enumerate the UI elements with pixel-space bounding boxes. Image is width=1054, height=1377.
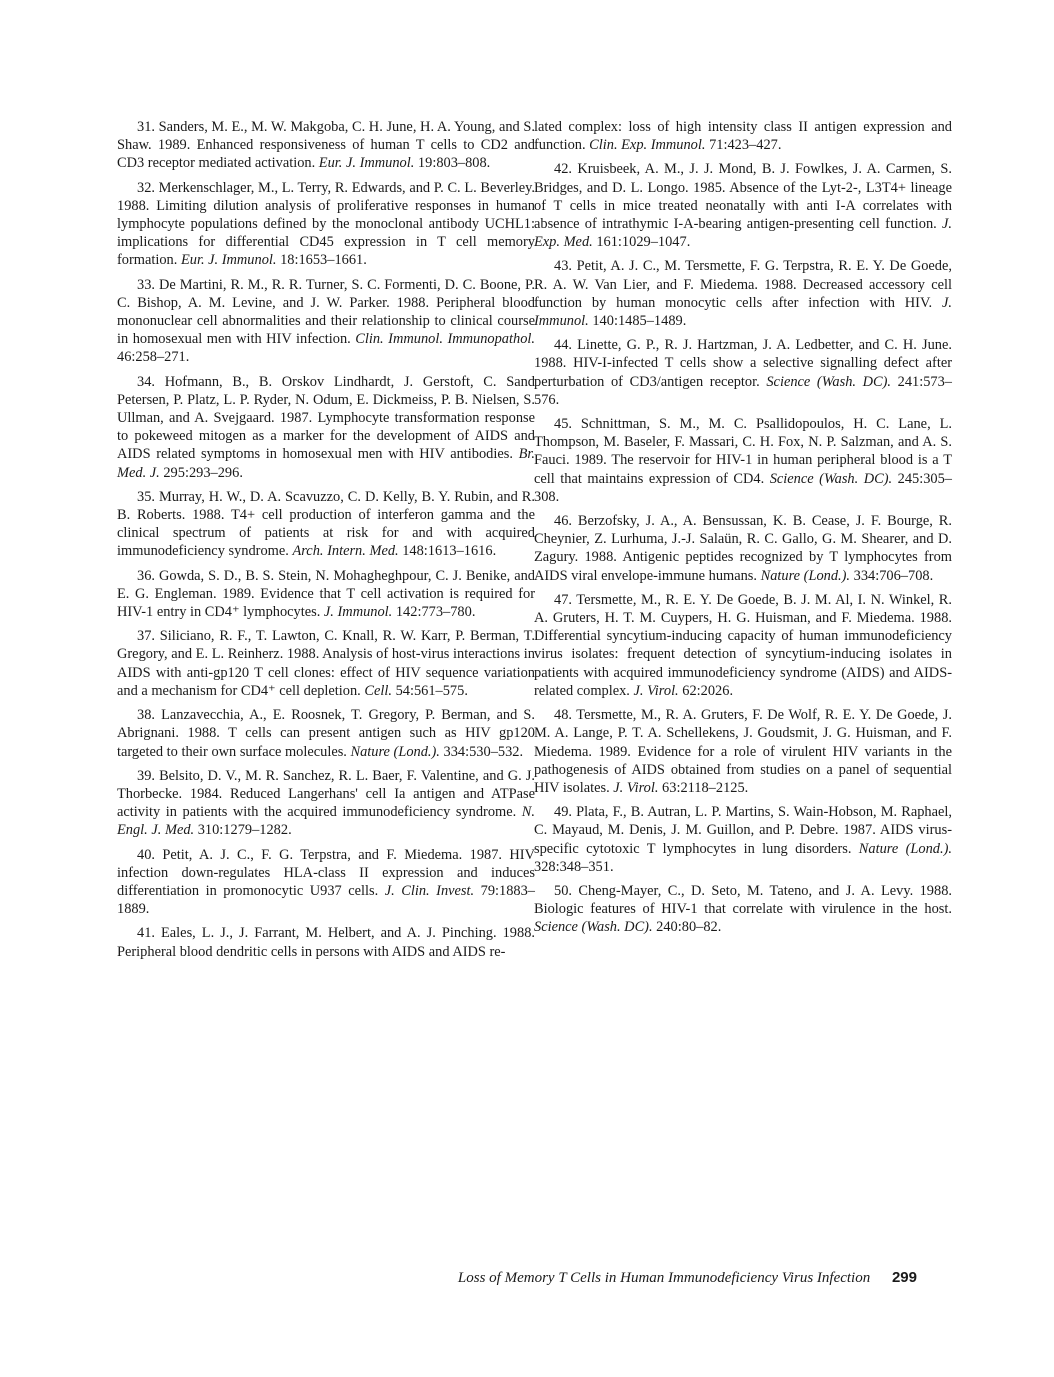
reference-entry [534, 803, 952, 876]
reference-entry [117, 373, 535, 482]
reference-volume-pages: 18:1653–1661. [276, 252, 367, 269]
reference-text: 49. Plata, F., B. Autran, L. P. Martins, S. Wain-Hobson, M. Raphael, C. Mayaud, M. Denis, J. M. Guillon, and P. Debre. 1987. AIDS virus-specific cytotoxic T lymphocytes in lung disorders. [534, 804, 952, 857]
reference-volume-pages: 240:80–82. [652, 919, 722, 936]
page-footer [117, 1268, 917, 1288]
reference-volume-pages: 295:293–296. [159, 464, 243, 481]
reference-journal: J. Exp. Med. [534, 216, 952, 251]
reference-journal: Clin. Exp. Immunol. [589, 137, 706, 154]
reference-entry [117, 179, 535, 270]
reference-text: 42. Kruisbeek, A. M., J. J. Mond, B. J. Fowlkes, J. A. Carmen, S. Bridges, and D. L. Longo. 1985. Absence of the Lyt-2-, L3T4+ lineage of T cells in mice treated neonatally with anti I-A correlates with absence of intrathymic I-A-bearing antigen-presenting cell function. [534, 161, 952, 233]
page-number: 299 [891, 1269, 917, 1286]
reference-text: 43. Petit, A. J. C., M. Tersmette, F. G. Terpstra, R. E. Y. De Goede, R. A. W. Van Lier, and F. Miedema. 1988. Decreased accessory cell function by human monocytic cells after infection with HIV. [534, 258, 952, 311]
reference-volume-pages: 46:258–271. [117, 349, 190, 366]
reference-journal: Nature (Lond.). [350, 743, 440, 760]
reference-entry [117, 767, 535, 840]
reference-text: 44. Linette, G. P., R. J. Hartzman, J. A. Ledbetter, and C. H. June. 1988. HIV-I-infected T cells show a selective signalling defect after perturbation of CD3/antigen receptor. [534, 337, 952, 390]
reference-journal: Science (Wash. DC). [769, 470, 893, 487]
reference-text: 41. Eales, L. J., J. Farrant, M. Helbert, and A. J. Pinching. 1988. Peripheral blood dendritic cells in persons with AIDS and AIDS re- [117, 925, 535, 960]
reference-text: 38. Lanzavecchia, A., E. Roosnek, T. Gregory, P. Berman, and S. Abrignani. 1988. T cells can present antigen such as HIV gp120 targeted to their own surface molecules. [117, 707, 535, 760]
reference-volume-pages: 71:423–427. [705, 137, 782, 154]
reference-entry [117, 846, 535, 919]
reference-journal: Nature (Lond.). [858, 840, 952, 857]
reference-volume-pages: 310:1279–1282. [194, 822, 292, 839]
reference-text: 36. Gowda, S. D., B. S. Stein, N. Mohagheghpour, C. J. Benike, and E. G. Engleman. 1989. Evidence that T cell activation is required for HIV-1 entry in CD4⁺ lymphocytes. [117, 567, 535, 621]
reference-volume-pages: 245:305–308. [534, 470, 953, 505]
reference-volume-pages: 19:803–808. [414, 155, 491, 172]
reference-text: 48. Tersmette, M., R. A. Gruters, F. De Wolf, R. E. Y. De Goede, J. M. A. Lange, P. T. A. Schellekens, J. Goudsmit, J. G. Huisman, and F. Miedema. 1989. Evidence for a role of virulent HIV variants in the pathogenesis of AIDS obtained from studies on a panel of sequential HIV isolates. [534, 707, 952, 796]
reference-entry [117, 488, 535, 561]
reference-journal: Clin. Immunol. Immunopathol. [355, 331, 535, 348]
reference-entry [117, 276, 535, 367]
reference-text: 47. Tersmette, M., R. E. Y. De Goede, B. J. M. Al, I. N. Winkel, R. A. Gruters, H. T. M. Cuypers, H. G. Huisman, and F. Miedema. 1988. Differential syncytium-inducing capacity of human immunodeficiency virus isolates: frequent detection of syncytium-inducing isolates in patients with acquired immunodeficiency syndrome (AIDS) and AIDS-related complex. [534, 591, 952, 699]
reference-text: 40. Petit, A. J. C., F. G. Terpstra, and F. Miedema. 1987. HIV infection down-regulates HLA-class II expression and induces differentiation in promonocytic U937 cells. [117, 846, 535, 899]
running-title: Loss of Memory T Cells in Human Immunodeficiency Virus Infection [457, 1270, 871, 1286]
reference-text: 37. Siliciano, R. F., T. Lawton, C. Knall, R. W. Karr, P. Berman, T. Gregory, and E. L. Reinherz. 1988. Analysis of host-virus interactions in AIDS with anti-gp120 T cell clones: effect of HIV sequence variation and a mechanism for CD4⁺ cell depletion. [117, 628, 535, 699]
reference-text: lated complex: loss of high intensity class II antigen expression and function. [534, 119, 952, 154]
reference-entry [534, 591, 952, 700]
reference-text: 31. Sanders, M. E., M. W. Makgoba, C. H. June, H. A. Young, and S. Shaw. 1989. Enhanced responsiveness of human T cells to CD2 and CD3 receptor mediated activation. [117, 119, 535, 172]
reference-volume-pages: 63:2118–2125. [658, 779, 749, 796]
reference-journal: J. Immunol. [534, 294, 952, 330]
reference-volume-pages: 161:1029–1047. [592, 234, 691, 251]
reference-entry [534, 512, 952, 585]
reference-journal: Science (Wash. DC). [534, 919, 653, 936]
reference-journal: J. Virol. [613, 779, 659, 796]
reference-column-left [117, 118, 535, 967]
reference-entry [534, 882, 952, 937]
reference-text: 35. Murray, H. W., D. A. Scavuzzo, C. D. Kelly, B. Y. Rubin, and R. B. Roberts. 1988. T4+ cell production of interferon gamma and the clinical spectrum of patients at risk for and with acquired immunodeficiency syndrome. [117, 488, 535, 560]
reference-journal: J. Virol. [633, 682, 679, 699]
reference-entry [534, 336, 952, 409]
reference-volume-pages: 148:1613–1616. [398, 543, 497, 560]
reference-journal: Cell. [364, 682, 392, 699]
reference-volume-pages: 142:773–780. [392, 604, 476, 621]
reference-entry [117, 706, 535, 761]
reference-entry [534, 415, 952, 506]
reference-volume-pages: 334:530–532. [439, 743, 524, 760]
reference-journal: Arch. Intern. Med. [292, 543, 399, 560]
reference-journal: Science (Wash. DC). [766, 373, 891, 390]
reference-entry [534, 257, 952, 330]
reference-journal: Eur. J. Immunol. [180, 252, 277, 269]
reference-text: 33. De Martini, R. M., R. R. Turner, S. C. Formenti, D. C. Boone, P. C. Bishop, A. M. Levine, and J. W. Parker. 1988. Peripheral blood mononuclear cell abnormalities and their relationship to clinical course in homosexual men with HIV infection. [117, 276, 535, 348]
reference-journal: Br. Med. J. [117, 446, 535, 481]
reference-volume-pages: 79:1883–1889. [117, 882, 535, 918]
reference-journal: N. Engl. J. Med. [117, 804, 535, 839]
reference-volume-pages: 62:2026. [678, 682, 734, 699]
reference-journal: Eur. J. Immunol. [318, 155, 415, 172]
reference-entry [117, 924, 535, 960]
reference-entry [534, 118, 952, 154]
reference-journal: Nature (Lond.). [760, 567, 851, 584]
reference-text: 46. Berzofsky, J. A., A. Bensussan, K. B. Cease, J. F. Bourge, R. Cheynier, Z. Lurhuma, J.-J. Salaün, R. C. Gallo, G. M. Shearer, and D. Zagury. 1988. Antigenic peptides recognized by T lymphocytes from AIDS viral envelope-immune humans. [534, 513, 952, 584]
reference-text: 34. Hofmann, B., B. Orskov Lindhardt, J. Gerstoft, C. Sand Petersen, P. Platz, L. P. Ryder, N. Odum, E. Dickmeiss, P. B. Nielsen, S. Ullman, and A. Svejgaard. 1987. Lymphocyte transformation response to pokeweed mitogen as a marker for the development of AIDS and AIDS related symptoms in homosexual men with HIV antibodies. [117, 373, 535, 463]
reference-entry [117, 118, 535, 173]
reference-text: 45. Schnittman, S. M., M. C. Psallidopoulos, H. C. Lane, L. Thompson, M. Baseler, F. Massari, C. H. Fox, N. P. Salzman, and A. S. Fauci. 1989. The reservoir for HIV-1 in human peripheral blood is a T cell that maintains expression of CD4. [534, 416, 952, 487]
reference-journal: J. Clin. Invest. [384, 882, 475, 899]
reference-column-right [534, 118, 952, 943]
reference-volume-pages: 334:706–708. [850, 567, 934, 584]
reference-volume-pages: 328:348–351. [534, 858, 614, 875]
reference-entry [534, 160, 952, 251]
reference-text: 39. Belsito, D. V., M. R. Sanchez, R. L. Baer, F. Valentine, and G. J. Thorbecke. 1984. Reduced Langerhans' cell Ia antigen and ATPase activity in patients with the acquired immunodeficiency syndrome. [117, 767, 535, 821]
reference-text: 32. Merkenschlager, M., L. Terry, R. Edwards, and P. C. L. Beverley. 1988. Limiting dilution analysis of proliferative responses in human lymphocyte populations defined by the monoclonal antibody UCHL1: implications for differential CD45 expression in T cell memory formation. [117, 179, 535, 269]
reference-text: 50. Cheng-Mayer, C., D. Seto, M. Tateno, and J. A. Levy. 1988. Biologic features of HIV-1 that correlate with virulence in the host. [534, 882, 952, 918]
reference-entry [534, 706, 952, 797]
reference-entry [117, 567, 535, 622]
reference-entry [117, 627, 535, 700]
reference-volume-pages: 54:561–575. [391, 682, 468, 699]
reference-journal: J. Immunol. [323, 604, 393, 621]
reference-volume-pages: 241:573–576. [534, 373, 953, 408]
reference-volume-pages: 140:1485–1489. [588, 313, 687, 330]
